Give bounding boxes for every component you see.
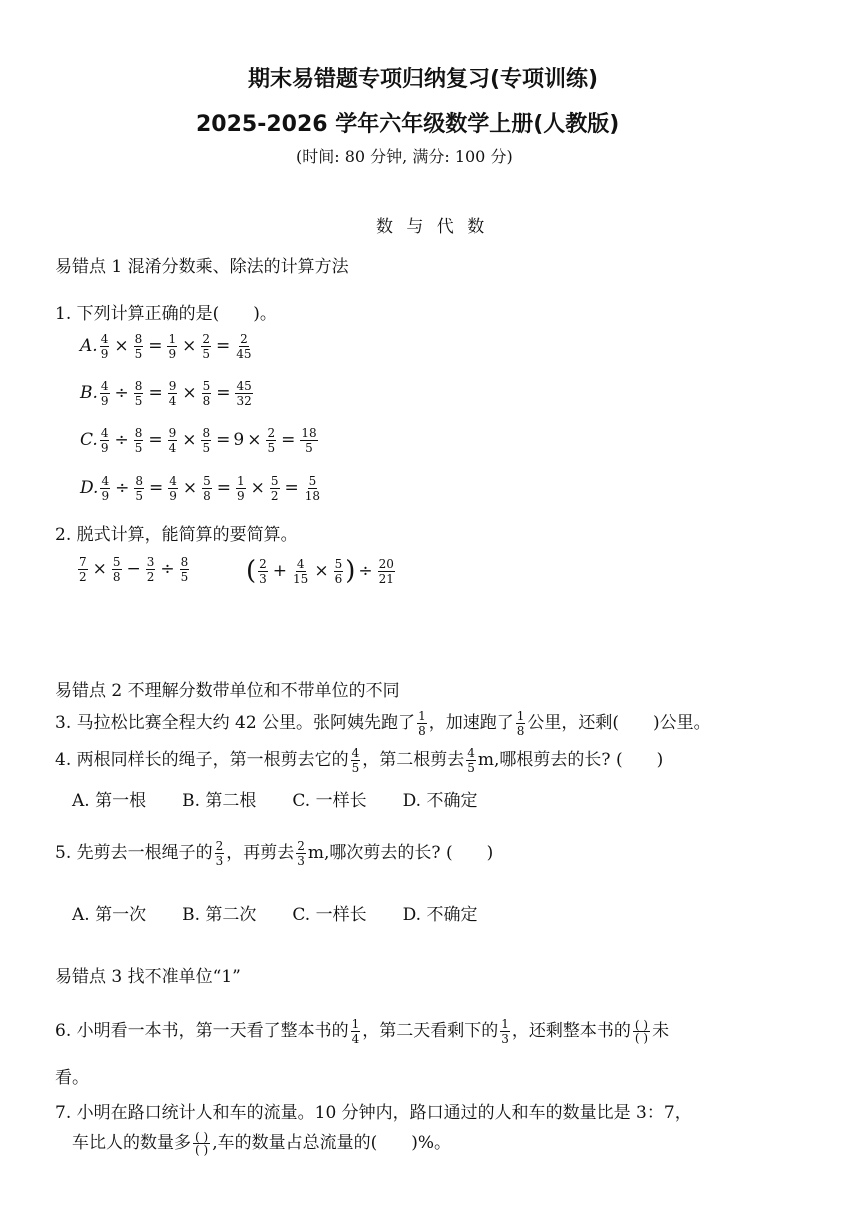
question-7-part-2: ,车的数量占总流量的( )%。 (212, 1133, 452, 1153)
question-7-part-1: 车比人的数量多 (72, 1133, 191, 1153)
question-1-stem: 1. 下列计算正确的是( )。 (55, 304, 277, 324)
question-4: 4. 两根同样长的绳子，第一根剪去它的 $\frac{4}{5}$ ，第二根剪去 $\frac{4}{5}$ m,哪根剪去的长? ( ) (55, 746, 664, 775)
question-2-stem: 2. 脱式计算，能简算的要简算。 (55, 525, 298, 545)
question-1-option-d: D. $\frac{4}{9}$ ÷ $\frac{8}{5}$ = $\frac{4}{9}$ × $\frac{5}{8}$ = $\frac{1}{9}$ × $\frac{5}{2}$ = $\frac{5}{18}$ (80, 474, 321, 503)
section-heading: 数 与 代 数 (376, 217, 489, 237)
question-4-part-1: 4. 两根同样长的绳子，第一根剪去它的 (55, 750, 349, 770)
option-d[interactable]: D. 不确定 (402, 791, 478, 811)
option-d[interactable]: D. 不确定 (402, 905, 478, 925)
question-6-part-2: ，第二天看剩下的 (362, 1021, 499, 1041)
question-1-option-a: A. $\frac{4}{9}$ × $\frac{8}{5}$ = $\frac{1}{9}$ × $\frac{2}{5}$ = $\frac{2}{45}$ (80, 332, 252, 361)
integer-nine: 9 (233, 430, 245, 450)
question-4-part-3: m,哪根剪去的长? ( ) (477, 750, 664, 770)
error-point-1: 易错点 1 混淆分数乘、除法的计算方法 (55, 257, 349, 277)
question-6-continuation: 看。 (55, 1068, 89, 1088)
answer-fraction-blank[interactable]: $\frac{( )}{( )}$ (634, 1018, 649, 1045)
answer-fraction-blank[interactable]: $\frac{( )}{( )}$ (195, 1130, 209, 1157)
option-letter: C. (80, 430, 98, 450)
question-6-part-4: 未 (652, 1021, 670, 1041)
option-a[interactable]: A. 第一根 (72, 791, 147, 811)
question-3: 3. 马拉松比赛全程大约 42 公里。张阿姨先跑了 $\frac{1}{8}$ ，加速跑了 $\frac{1}{8}$ 公里，还剩( )公里。 (55, 709, 711, 738)
question-3-part-3: 公里，还剩( )公里。 (527, 713, 711, 733)
question-5-part-2: ，再剪去 (226, 843, 295, 863)
question-6-part-1: 6. 小明看一本书，第一天看了整本书的 (55, 1021, 349, 1041)
question-7-line-2 (72, 1128, 451, 1156)
question-5: 5. 先剪去一根绳子的 $\frac{2}{3}$ ，再剪去 $\frac{2}{3}$ m,哪次剪去的长? ( ) (55, 839, 494, 868)
question-4-part-2: ，第二根剪去 (362, 750, 465, 770)
option-a[interactable]: A. 第一次 (72, 905, 147, 925)
exam-meta: (时间: 80 分钟, 满分: 100 分) (296, 147, 513, 166)
question-6-part-3: ，还剩整本书的 (511, 1021, 631, 1041)
option-c[interactable]: C. 一样长 (292, 791, 367, 811)
option-b[interactable]: B. 第二根 (182, 791, 257, 811)
question-3-part-2: ，加速跑了 (428, 713, 514, 733)
option-b[interactable]: B. 第二次 (182, 905, 257, 925)
option-letter: B. (80, 383, 98, 403)
question-3-part-1: 3. 马拉松比赛全程大约 42 公里。张阿姨先跑了 (55, 713, 416, 733)
question-1-option-b: B. $\frac{4}{9}$ ÷ $\frac{8}{5}$ = $\frac{9}{4}$ × $\frac{5}{8}$ = $\frac{45}{32}$ (80, 379, 252, 408)
question-2-expression-1: $\frac{7}{2}$ × $\frac{5}{8}$ − $\frac{3}{2}$ ÷ $\frac{8}{5}$ (79, 555, 189, 584)
question-5-options (72, 900, 513, 925)
question-7-line-1: 7. 小明在路口统计人和车的流量。10 分钟内，路口通过的人和车的数量比是 3：7， (55, 1103, 692, 1123)
question-1-option-c: C. $\frac{4}{9}$ ÷ $\frac{8}{5}$ = $\frac{9}{4}$ × $\frac{8}{5}$ = 9 × $\frac{2}{5}$ = $\frac{18}{5}$ (80, 426, 317, 455)
question-5-part-3: m,哪次剪去的长? ( ) (307, 843, 494, 863)
question-2-expression-2: ( $\frac{2}{3}$ + $\frac{4}{15}$ × $\frac{5}{6}$ ) ÷ $\frac{20}{21}$ (246, 556, 394, 586)
question-4-options (72, 786, 513, 811)
question-5-part-1: 5. 先剪去一根绳子的 (55, 843, 213, 863)
question-6: 6. 小明看一本书，第一天看了整本书的 $\frac{1}{4}$ ，第二天看剩下的 $\frac{1}{3}$ ，还剩整本书的 $\frac{( )}{( )}$ 未 (55, 1017, 670, 1046)
error-point-3: 易错点 3 找不准单位“1” (55, 967, 241, 987)
title-line-1: 期末易错题专项归纳复习(专项训练) (248, 67, 599, 92)
option-c[interactable]: C. 一样长 (292, 905, 367, 925)
option-letter: D. (80, 478, 99, 498)
option-letter: A. (80, 336, 98, 356)
error-point-2: 易错点 2 不理解分数带单位和不带单位的不同 (55, 681, 400, 701)
title-line-2: 2025-2026 学年六年级数学上册(人教版) (196, 112, 620, 137)
